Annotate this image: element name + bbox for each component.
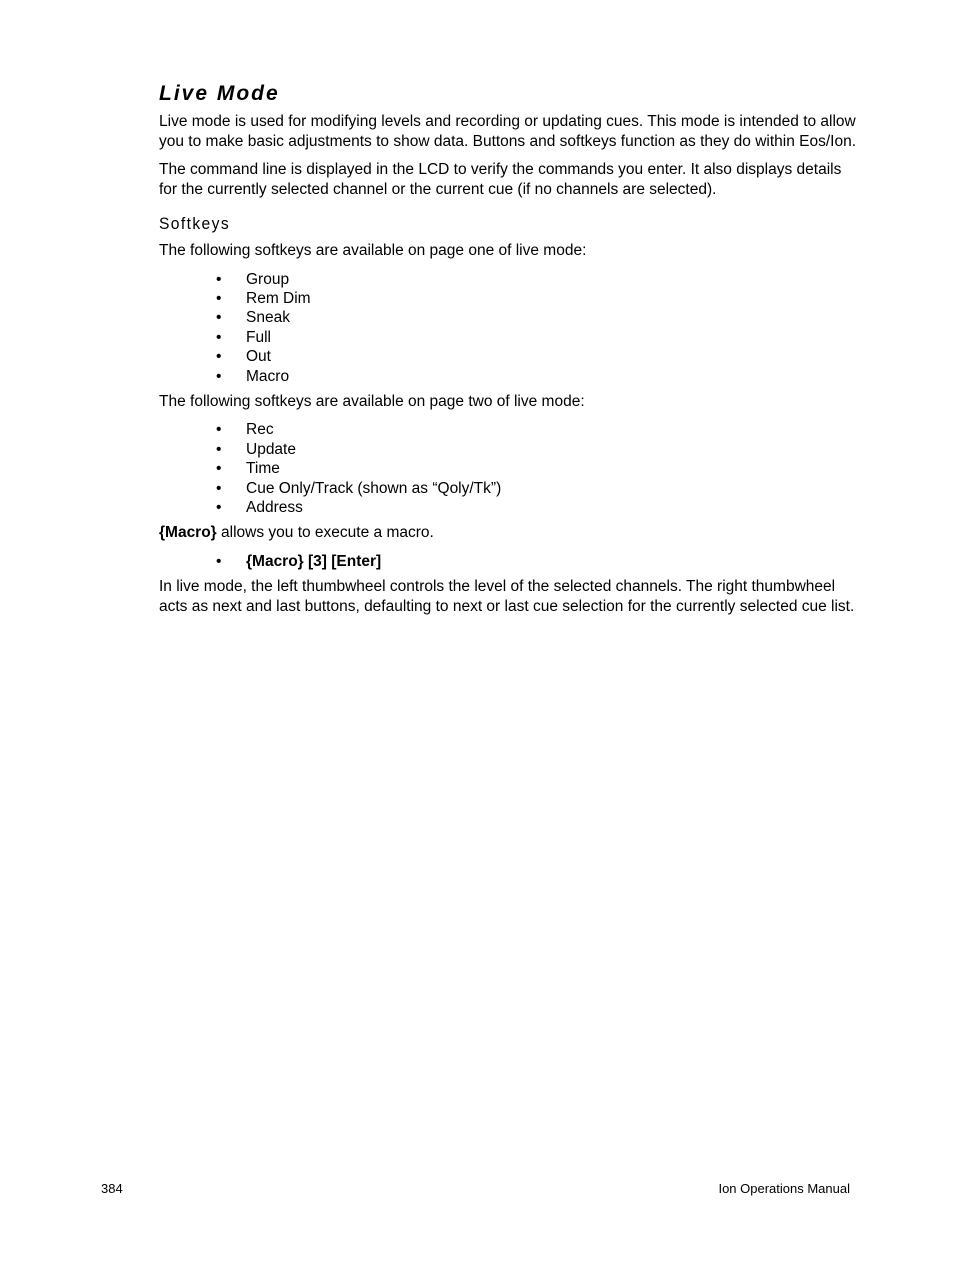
macro-description: allows you to execute a macro.	[216, 524, 434, 542]
bullet-icon: •	[216, 479, 222, 497]
list-item-text: Address	[246, 499, 303, 517]
list-item-text: Rec	[246, 421, 274, 439]
macro-paragraph	[159, 523, 859, 543]
bullet-icon: •	[216, 440, 222, 458]
section-title: Live Mode	[159, 82, 280, 105]
list-item-text: Full	[246, 328, 271, 346]
list-item	[159, 479, 859, 498]
bullet-icon: •	[216, 552, 222, 570]
bullet-icon: •	[216, 421, 222, 439]
list-item-text: Out	[246, 348, 271, 366]
bullet-icon: •	[216, 270, 222, 288]
list-item	[159, 420, 859, 439]
page-one-softkey-list	[159, 270, 859, 386]
list-item	[159, 498, 859, 517]
list-item	[159, 328, 859, 347]
list-item-text: Rem Dim	[246, 289, 311, 307]
page-content	[159, 80, 859, 625]
thumbwheel-paragraph: In live mode, the left thumbwheel controls the level of the selected channels. The right thumbwheel acts as next and last buttons, defaulting to next or last cue selection for the currently selected cue list.	[159, 578, 855, 615]
page-number: 384	[101, 1181, 123, 1196]
bullet-icon: •	[216, 289, 222, 307]
list-item	[159, 552, 859, 571]
list-item-text: Macro	[246, 367, 290, 385]
bullet-icon: •	[216, 460, 222, 478]
macro-example-list	[159, 552, 859, 571]
bullet-icon: •	[216, 328, 222, 346]
list-item-text: Time	[246, 460, 280, 478]
list-item	[159, 308, 859, 327]
list-item-text: Cue Only/Track (shown as “Qoly/Tk”)	[246, 479, 502, 497]
page-two-intro: The following softkeys are available on page two of live mode:	[159, 392, 585, 410]
bullet-icon: •	[216, 367, 222, 385]
list-item-text: Sneak	[246, 309, 290, 327]
list-item-text: Group	[246, 270, 290, 288]
intro-paragraph-2: The command line is displayed in the LCD to verify the commands you enter. It also displays details for the currently selected channel or the current cue (if no channels are selected).	[159, 161, 842, 198]
bullet-icon: •	[216, 348, 222, 366]
softkeys-heading: Softkeys	[159, 214, 231, 233]
page-one-intro: The following softkeys are available on page one of live mode:	[159, 242, 587, 259]
list-item	[159, 289, 859, 308]
macro-term: {Macro}	[159, 524, 217, 542]
intro-paragraph-1: Live mode is used for modifying levels and recording or updating cues. This mode is intended to allow you to make basic adjustments to show data. Buttons and softkeys function as they do within Eos/Ion.	[159, 113, 857, 150]
list-item	[159, 459, 859, 478]
list-item	[159, 270, 859, 289]
list-item-text: Update	[246, 440, 296, 458]
list-item	[159, 440, 859, 459]
list-item	[159, 367, 859, 386]
bullet-icon: •	[216, 499, 222, 517]
list-item	[159, 347, 859, 366]
manual-title: Ion Operations Manual	[718, 1181, 850, 1196]
bullet-icon: •	[216, 309, 222, 327]
page-two-softkey-list	[159, 420, 859, 517]
macro-example: {Macro} [3] [Enter]	[246, 552, 382, 570]
